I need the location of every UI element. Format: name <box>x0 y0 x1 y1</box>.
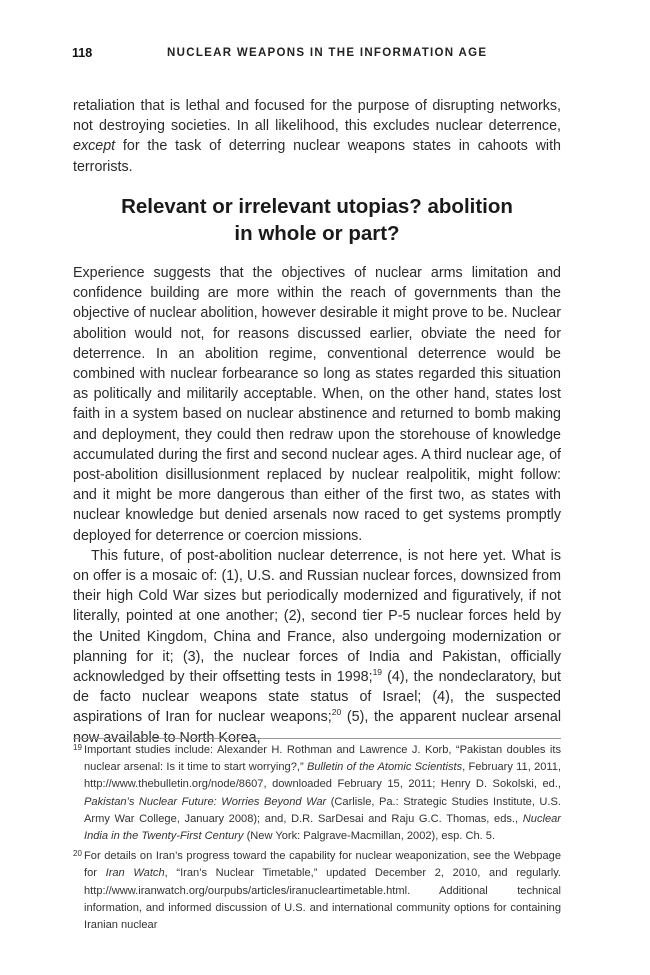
paragraph-2-text-a: This future, of post-abolition nuclear deterrence, is not here yet. What is on offer is a mosaic of: (1), U.S. and Russian nuclear forces, downsized from their high Cold War sizes but periodically modernized and figuratively, if not literally, pointed at one another; (2), second tier P-5 nuclear forces held by the United Kingdom, China and France, also undergoing modernization or planning for it; (3), the nuclear forces of India and Pakistan, officially acknowledged by their offsetting tests in 1998; <box>73 547 561 686</box>
footnote-ref-20: 20 <box>331 707 342 718</box>
paragraph-2 <box>73 546 561 748</box>
footnote-20-text-2: , “Iran’s Nuclear Timetable,” updated December 2, 2010, and regularly. http://www.iranwatch.org/ourpubs/articles/iranucleartimetable.html. Additional technical information, and informed discussion of U.S. and international community options for containing Iranian nuclear <box>84 867 561 932</box>
footnote-19-text-2: , February 11, 2011, http://www.thebulletin.org/node/8607, downloaded February 15, 2011; Henry D. Sokolski, ed., <box>84 761 562 791</box>
intro-paragraph <box>73 96 561 177</box>
footnote-20 <box>73 848 561 934</box>
running-header <box>72 46 562 66</box>
section-heading-line-2: in whole or part? <box>234 222 400 245</box>
paragraph-2-text-b: (4), the nondeclaratory, but de facto nuclear weapons state status of Israel; (4), the suspected aspirations of Iran for nuclear weapons; <box>73 669 561 726</box>
intro-text-2: for the task of deterring nuclear weapons states in cahoots with terrorists. <box>73 138 561 175</box>
section-body <box>73 263 561 748</box>
page-number: 118 <box>72 46 93 60</box>
section-heading-line-1: Relevant or irrelevant utopias? abolition <box>121 195 513 218</box>
footnote-19-text-3: (Carlisle, Pa.: Strategic Studies Institute, U.S. Army War College, January 2008); and, D.R. SarDesai and Raju G.C. Thomas, eds., <box>84 795 561 825</box>
intro-text-1: retaliation that is lethal and focused for the purpose of disrupting networks, not destroying societies. In all likelihood, this excludes nuclear deterrence, <box>73 98 561 135</box>
footnote-20-title-1: Iran Watch <box>105 867 165 880</box>
footnote-ref-19: 19 <box>372 667 383 678</box>
footnotes <box>73 742 561 934</box>
footnote-20-text-1: For details on Iran’s progress toward the capability for nuclear weaponization, see the Webpage for <box>84 850 561 880</box>
footnote-19-number: 19 <box>73 743 82 752</box>
footnote-divider <box>73 738 561 739</box>
paragraph-1: Experience suggests that the objectives of nuclear arms limitation and confidence building are more within the reach of governments than the objective of nuclear abolition, however desirable it might prove to be. Nuclear abolition would not, for reasons discussed earlier, obviate the need for deterrence. In an abolition regime, conventional deterrence would be combined with nuclear forbearance so long as states regarded this situation as politically and militarily acceptable. When, on the other hand, states lost faith in a system based on nuclear abstinence and returned to bomb making and deployment, they could then redraw upon the storehouse of knowledge accumulated during the first and second nuclear ages. A third nuclear age, of post-abolition disillusionment replaced by nuclear realpolitik, might follow: and it might be more dangerous than either of the first two, as states with nuclear knowledge but denied arsenals now raced to get systems promptly deployed for deterrence or coercion missions. <box>73 265 561 544</box>
footnote-20-number: 20 <box>73 849 82 859</box>
paragraph-2-text-c: (5), the apparent nuclear arsenal now available to North Korea, <box>73 709 561 746</box>
footnote-19-title-2: Pakistan’s Nuclear Future: Worries Beyond War <box>84 795 327 808</box>
intro-emphasis: except <box>73 138 116 155</box>
section-heading <box>73 193 561 247</box>
footnote-19-text-1: Important studies include: Alexander H. Rothman and Lawrence J. Korb, “Pakistan doubles its nuclear arsenal: Is it time to start worrying?,” <box>84 744 561 774</box>
footnote-19-title-1: Bulletin of the Atomic Scientists <box>306 761 463 774</box>
footnote-19-title-3: Nuclear India in the Twenty-First Century <box>84 812 561 843</box>
footnote-19-text-4: (New York: Palgrave-Macmillan, 2002), esp. Ch. 5. <box>243 830 496 843</box>
footnote-19 <box>73 742 561 845</box>
running-head-title: NUCLEAR WEAPONS IN THE INFORMATION AGE <box>167 47 488 59</box>
